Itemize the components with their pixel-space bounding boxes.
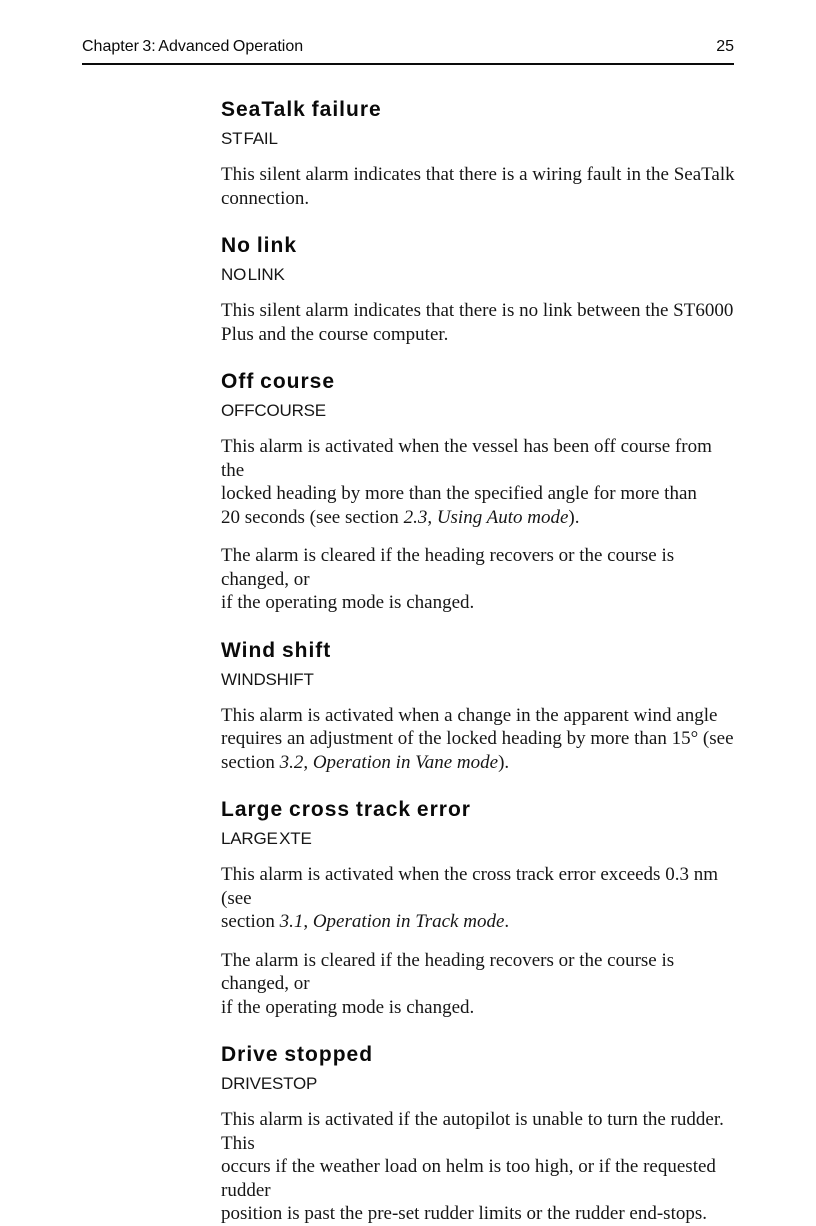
- section-wind-shift: [221, 639, 737, 775]
- header-page-number: 25: [716, 38, 734, 55]
- section-no-link: [221, 234, 737, 346]
- section-drive-stopped: [221, 1043, 737, 1226]
- section-heading: No link: [221, 234, 298, 257]
- paragraph: This silent alarm indicates that there is a wiring fault in the SeaTalk connection.: [221, 164, 735, 209]
- paragraph: This silent alarm indicates that there is no link between the ST6000 Plus and the course computer.: [221, 300, 734, 345]
- alarm-code: NO LINK: [221, 265, 285, 284]
- paragraph: This alarm is activated when the vessel has been off course from the locked heading by more than the specified angle for more than 20 seconds (see section 2.3, Using Auto mode).: [221, 436, 712, 528]
- section-heading: Wind shift: [221, 638, 332, 662]
- section-seatalk-failure: [221, 98, 737, 210]
- paragraph: The alarm is cleared if the heading recovers or the course is changed, or if the operating mode is changed.: [221, 949, 675, 1018]
- section-large-cross-track-error: [221, 798, 737, 1019]
- section-heading: SeaTalk failure: [221, 98, 382, 121]
- paragraph: This alarm is activated when a change in the apparent wind angle requires an adjustment of the locked heading by more than 15° (see section 3.2, Operation in Vane mode).: [221, 704, 734, 773]
- section-heading: Off course: [221, 370, 336, 393]
- page-body: [221, 98, 737, 1226]
- section-off-course: [221, 370, 737, 615]
- alarm-code: ST FAIL: [221, 129, 278, 148]
- alarm-code: LARGE XTE: [221, 829, 312, 848]
- page-header: [82, 38, 734, 65]
- paragraph: This alarm is activated if the autopilot is unable to turn the rudder. This occurs if the weather load on helm is too high, or if the requested rudder position is past the pre-set rudder limits or the rudder end-stops.: [221, 1109, 724, 1224]
- alarm-code: WINDSHIFT: [221, 669, 314, 689]
- paragraph: The alarm is cleared if the heading recovers or the course is changed, or if the operating mode is changed.: [221, 545, 675, 613]
- paragraph: This alarm is activated when the cross track error exceeds 0.3 nm (see section 3.1, Operation in Track mode.: [221, 864, 718, 932]
- header-chapter-title: Chapter 3: Advanced Operation: [82, 38, 304, 55]
- section-heading: Drive stopped: [221, 1043, 374, 1066]
- alarm-code: OFFCOURSE: [221, 401, 326, 420]
- alarm-code: DRIVESTOP: [221, 1074, 318, 1093]
- section-heading: Large cross track error: [221, 798, 471, 821]
- document-page: [0, 38, 816, 1224]
